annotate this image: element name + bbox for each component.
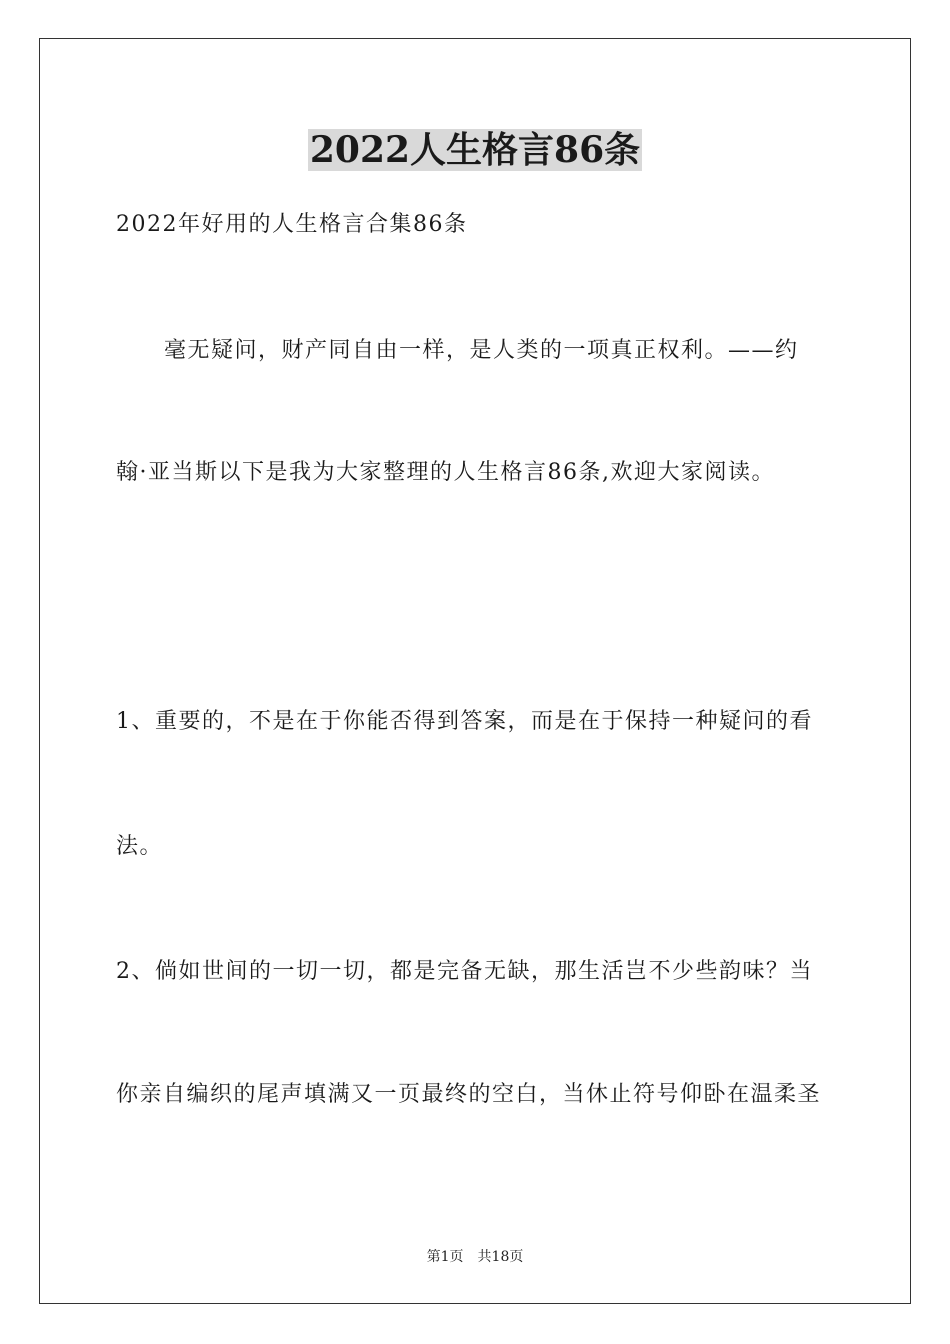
page-footer: 第1页 共18页: [426, 1249, 524, 1265]
paragraph-line: 法。: [116, 834, 164, 859]
document-title-text: 2022人生格言86条: [309, 129, 641, 171]
paragraph-line: 1、重要的，不是在于你能否得到答案，而是在于保持一种疑问的看: [116, 709, 813, 734]
paragraph-line: 你亲自编织的尾声填满又一页最终的空白，当休止符号仰卧在温柔圣: [116, 1082, 822, 1107]
paragraph-line: 毫无疑问，财产同自由一样，是人类的一项真正权利。——约: [164, 338, 799, 363]
document-subtitle: 2022年好用的人生格言合集86条: [116, 212, 468, 237]
paragraph-line: 2、倘如世间的一切一切，都是完备无缺，那生活岂不少些韵味？当: [116, 959, 813, 984]
paragraph-line: 翰·亚当斯以下是我为大家整理的人生格言86条,欢迎大家阅读。: [116, 460, 775, 485]
document-title: [0, 128, 950, 172]
